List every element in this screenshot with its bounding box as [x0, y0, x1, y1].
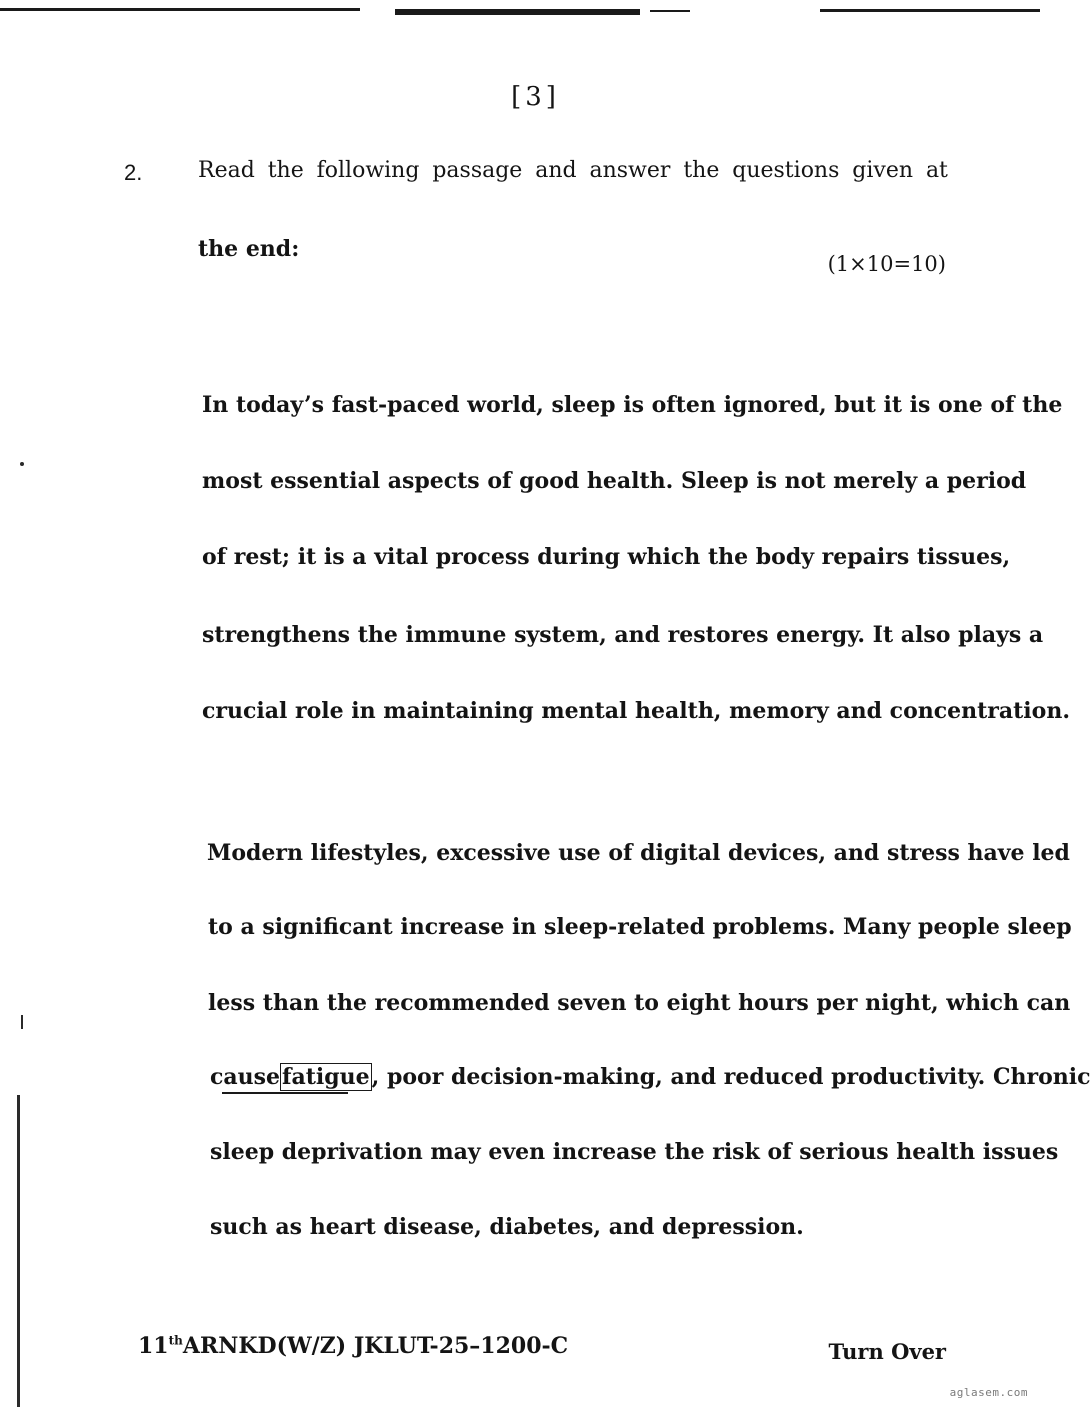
scan-artifact-top	[395, 9, 640, 15]
boxed-word-fatigue: fatigue	[282, 1064, 370, 1090]
passage-text: , poor decision-making, and reduced productivity. Chronic	[371, 1064, 1091, 1090]
prompt-word: the	[683, 158, 720, 183]
page-number: [3]	[511, 82, 560, 112]
passage-line: to a significant increase in sleep-related problems. Many people sleep	[208, 914, 1072, 940]
passage-line: most essential aspects of good health. Sleep is not merely a period	[202, 468, 1027, 494]
passage-line: Modern lifestyles, excessive use of digital devices, and stress have led	[207, 840, 1070, 866]
passage-line: such as heart disease, diabetes, and depression.	[210, 1214, 804, 1240]
paper-code	[138, 1333, 568, 1359]
prompt-word: passage	[432, 158, 523, 183]
prompt-word: and	[535, 158, 577, 183]
scan-artifact-top	[0, 8, 360, 11]
margin-mark	[20, 462, 24, 466]
marks-allocation: (1×10=10)	[827, 252, 946, 276]
passage-line: crucial role in maintaining mental health, memory and concentration.	[202, 698, 1070, 724]
scan-artifact-top	[650, 10, 690, 12]
prompt-word: questions	[732, 158, 840, 183]
handwritten-underline	[222, 1092, 348, 1094]
paper-code-sup: th	[168, 1333, 183, 1348]
prompt-word: following	[316, 158, 420, 183]
paper-code-rest: ARNKD(W/Z) JKLUT-25–1200-C	[182, 1333, 569, 1359]
prompt-word: Read	[198, 158, 255, 183]
margin-mark	[21, 1015, 23, 1029]
question-prompt-line2: the end:	[198, 236, 300, 262]
question-number: 2.	[124, 160, 143, 185]
question-prompt-line1	[198, 158, 948, 183]
passage-line: of rest; it is a vital process during which the body repairs tissues,	[202, 544, 1011, 570]
watermark: aglasem.com	[949, 1386, 1028, 1399]
margin-mark	[17, 1095, 20, 1407]
prompt-word: given	[852, 158, 914, 183]
turn-over-label: Turn Over	[828, 1339, 946, 1364]
prompt-word: the	[267, 158, 304, 183]
passage-line: In today’s fast-paced world, sleep is often ignored, but it is one of the	[202, 392, 1063, 418]
prompt-word: at	[925, 158, 948, 183]
passage-line: strengthens the immune system, and restores energy. It also plays a	[202, 622, 1044, 648]
passage-line-with-annotation	[210, 1062, 1091, 1092]
passage-line: sleep deprivation may even increase the risk of serious health issues	[210, 1139, 1059, 1165]
prompt-word: answer	[589, 158, 671, 183]
scan-artifact-top	[820, 9, 1040, 12]
passage-word: cause	[210, 1064, 281, 1090]
passage-line: less than the recommended seven to eight hours per night, which can	[208, 990, 1071, 1016]
paper-code-prefix: 11	[138, 1333, 169, 1359]
